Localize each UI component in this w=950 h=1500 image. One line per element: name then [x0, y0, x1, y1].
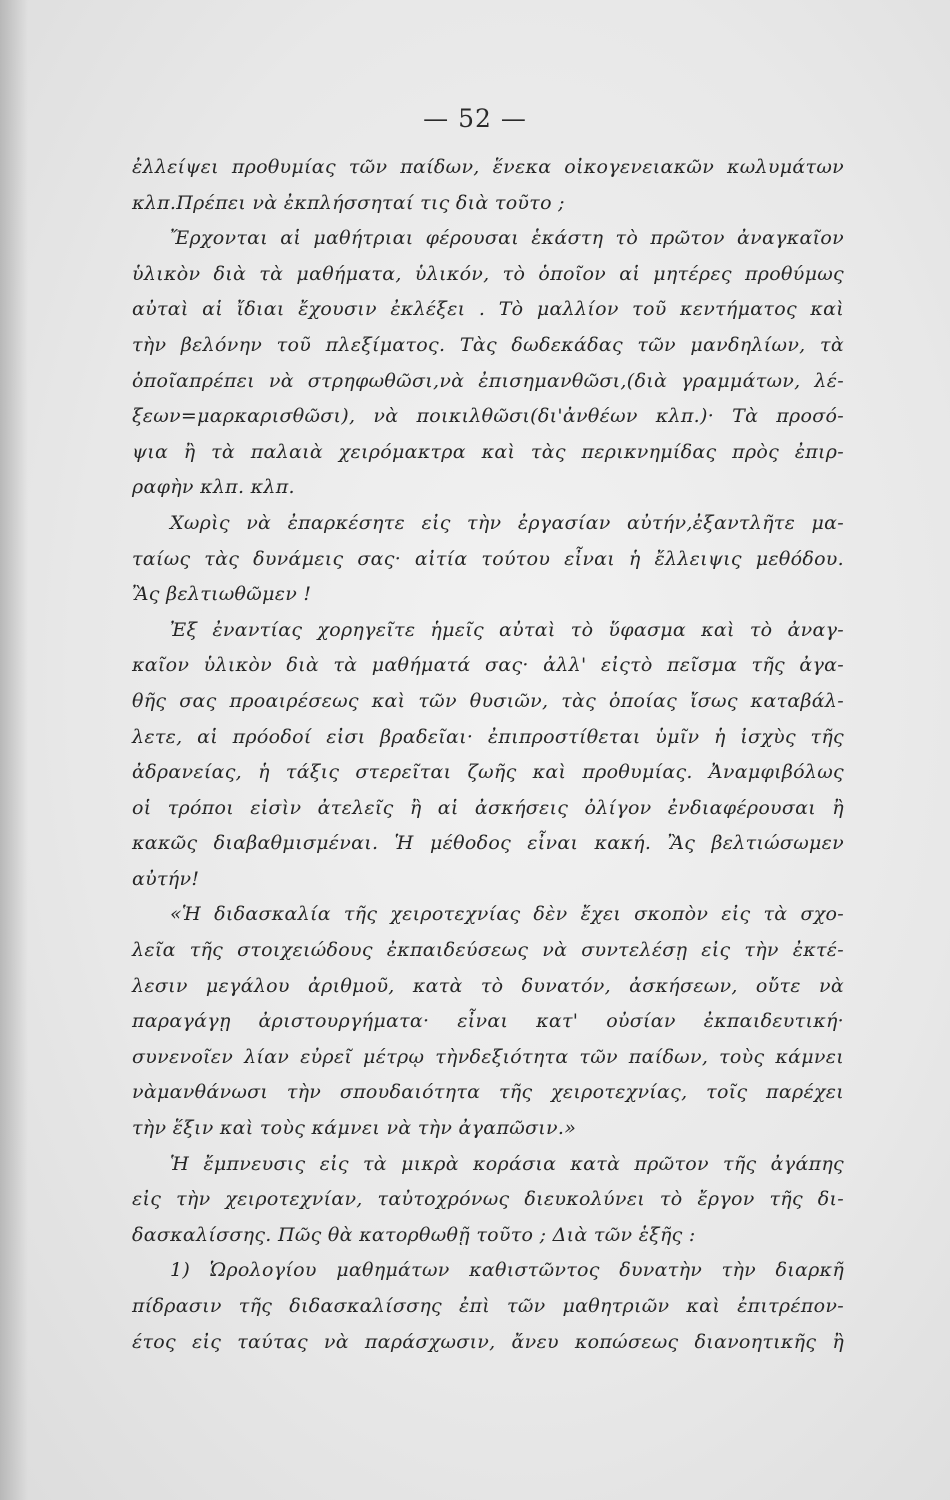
text-line: καῖον ὑλικὸν διὰ τὰ μαθήματά σας· ἀλλ' εἰςτὸ πεῖσμα τῆς ἀγα-: [132, 654, 844, 677]
gutter-shadow: [0, 0, 28, 1500]
text-line: ὁποῖαπρέπει νὰ στρηφωθῶσι,νὰ ἐπισημανθῶσι,(διὰ γραμμάτων, λέ-: [132, 369, 844, 392]
text-line: έτος εἰς ταύτας νὰ παράσχωσιν, ἄνευ κοπώσεως διανοητικῆς ἢ: [132, 1330, 844, 1353]
text-line: Ἂς βελτιωθῶμεν !: [132, 583, 312, 606]
text-line: Χωρὶς νὰ ἐπαρκέσητε εἰς τὴν ἐργασίαν αὐτήν,ἐξαντλῆτε μα-: [170, 511, 844, 534]
text-line: τὴν βελόνην τοῦ πλεξίματος. Τὰς δωδεκάδας τῶν μανδηλίων, τὰ: [132, 333, 844, 356]
text-line: ψια ἢ τὰ παλαιὰ χειρόμακτρα καὶ τὰς περικνημίδας πρὸς ἐπιρ-: [132, 440, 844, 463]
text-line: ξεων=μαρκαρισθῶσι), νὰ ποικιλθῶσι(δι'ἀνθέων κλπ.)· Τὰ προσό-: [132, 405, 844, 428]
text-line: θῆς σας προαιρέσεως καὶ τῶν θυσιῶν, τὰς ὁποίας ἴσως καταβάλ-: [132, 689, 844, 712]
text-line: συνενοῖεν λίαν εὐρεῖ μέτρῳ τὴνδεξιότητα τῶν παίδων, τοὺς κάμνει: [132, 1045, 844, 1068]
text-line: ὑλικὸν διὰ τὰ μαθήματα, ὑλικόν, τὸ ὁποῖον αἱ μητέρες προθύμως: [132, 262, 844, 285]
text-line: «Ἡ διδασκαλία τῆς χειροτεχνίας δὲν ἔχει σκοπὸν εἰς τὰ σχο-: [170, 903, 844, 926]
text-line: λεῖα τῆς στοιχειώδους ἐκπαιδεύσεως νὰ συντελέσῃ εἰς τὴν ἐκτέ-: [132, 939, 844, 962]
text-line: πίδρασιν τῆς διδασκαλίσσης ἐπὶ τῶν μαθητριῶν καὶ ἐπιτρέπον-: [132, 1295, 844, 1317]
text-line: ραφὴν κλπ. κλπ.: [132, 476, 295, 499]
text-line: κλπ.Πρέπει νὰ ἐκπλήσσηταί τις διὰ τοῦτο ;: [132, 191, 565, 214]
text-line: ἀδρανείας, ἡ τάξις στερεῖται ζωῆς καὶ προθυμίας. Ἀναμφιβόλως: [132, 761, 844, 784]
text-line: τὴν ἕξιν καὶ τοὺς κάμνει νὰ τὴν ἀγαπῶσιν.»: [132, 1117, 577, 1140]
text-line: Ἔρχονται αἱ μαθήτριαι φέρουσαι ἑκάστη τὸ πρῶτον ἀναγκαῖον: [170, 227, 844, 250]
text-line: Ἐξ ἐναντίας χορηγεῖτε ἡμεῖς αὐταὶ τὸ ὕφασμα καὶ τὸ ἀναγ-: [170, 618, 844, 641]
text-line: δασκαλίσσης. Πῶς θὰ κατορθωθῇ τοῦτο ; Διὰ τῶν ἑξῆς :: [132, 1223, 696, 1246]
text-line: αὐτήν!: [132, 867, 200, 890]
text-line: οἱ τρόποι εἰσὶν ἀτελεῖς ἢ αἱ ἀσκήσεις ὀλίγον ἐνδιαφέρουσαι ἢ: [132, 796, 844, 819]
page-number: — 52 —: [423, 104, 527, 133]
text-line: ἐλλείψει προθυμίας τῶν παίδων, ἕνεκα οἰκογενειακῶν κωλυμάτων: [132, 156, 844, 178]
text-line: παραγάγῃ ἀριστουργήματα· εἶναι κατ' οὐσίαν ἐκπαιδευτική·: [132, 1010, 844, 1033]
text-line: λετε, αἱ πρόοδοί εἰσι βραδεῖαι· ἐπιπροστίθεται ὑμῖν ἡ ἰσχὺς τῆς: [132, 725, 844, 748]
text-line: εἰς τὴν χειροτεχνίαν, ταὐτοχρόνως διευκολύνει τὸ ἔργον τῆς δι-: [132, 1188, 844, 1211]
text-line: λεσιν μεγάλου ἀριθμοῦ, κατὰ τὸ δυνατόν, ἀσκήσεων, οὔτε νὰ: [132, 974, 844, 997]
text-line: 1) Ὡρολογίου μαθημάτων καθιστῶντος δυνατὴν τὴν διαρκῆ: [170, 1259, 844, 1282]
body-text: [132, 150, 844, 1360]
text-line: αὐταὶ αἱ ἴδιαι ἔχουσιν ἐκλέξει . Τὸ μαλλίον τοῦ κεντήματος καὶ: [132, 298, 844, 321]
text-line: ταίως τὰς δυνάμεις σας· αἰτία τούτου εἶναι ἡ ἔλλειψις μεθόδου.: [132, 547, 844, 570]
text-line: κακῶς διαβαθμισμέναι. Ἡ μέθοδος εἶναι κακή. Ἂς βελτιώσωμεν: [132, 832, 844, 855]
text-line: Ἡ ἔμπνευσις εἰς τὰ μικρὰ κοράσια κατὰ πρῶτον τῆς ἀγάπης: [170, 1152, 844, 1175]
text-line: νὰμανθάνωσι τὴν σπουδαιότητα τῆς χειροτεχνίας, τοῖς παρέχει: [132, 1081, 844, 1104]
